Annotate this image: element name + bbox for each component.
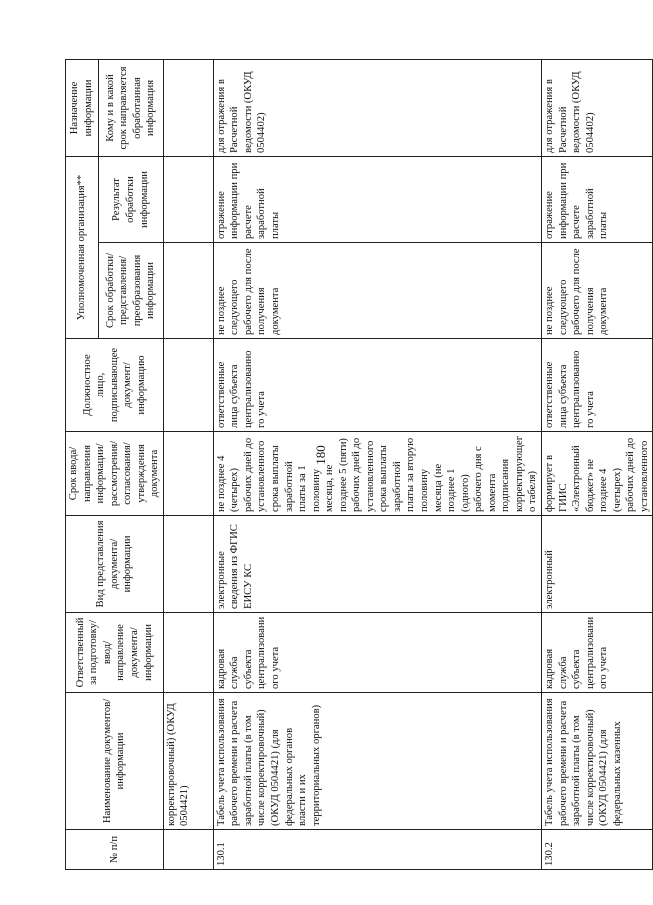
cell-org-term: не позднее следующего рабочего для после получения документа (541, 243, 652, 339)
document-table (65, 59, 653, 870)
cell-term: не позднее 4 (четырех) рабочих дней до установленного срока выплаты заработной платы за 1 половину месяца, не позднее 5 (пяти) рабочих дней до установленного срока выплаты заработной платы за вторую половину месяца (не позднее 1 (одного) рабочего дня с момента подписания корректирующег о табеля) (213, 432, 541, 516)
header-purpose-group: Назначение информации (66, 60, 99, 157)
cell-name: корректировочный) (ОКУД 0504421) (163, 693, 213, 830)
cell-kind: электронные сведения из ФГИС ЕИСУ КС (213, 516, 541, 613)
cell-purpose: для отражения в Расчетной ведомости (ОКУД 0504402) (213, 60, 541, 157)
cell-name: Табель учета использования рабочего времени и расчета заработной платы (в том числе корректировочный) (ОКУД 0504421) (для федеральных органов власти и их территориальных органов) (213, 693, 541, 830)
cell-signer: ответственные лица субъекта централизованно го учета (541, 339, 652, 432)
header-org-term: Срок обработки/ представления/ преобразования информации (98, 243, 163, 339)
header-org-group: Уполномоченная организация** (66, 157, 99, 339)
table-row (541, 60, 652, 870)
cell-org-result: отражение информации при расчете заработной платы (541, 157, 652, 243)
cell-org-result: отражение информации при расчете заработной платы (213, 157, 541, 243)
cell-num: 130.1 (213, 830, 541, 870)
cell-num: 130.2 (541, 830, 652, 870)
header-term: Срок ввода/ направления информации/ рассмотрения/ согласования/ утверждения документа (66, 432, 164, 516)
header-responsible: Ответственный за подготовку/ ввод/ направление документа/ информации (66, 613, 164, 693)
cell-term: формирует в ГИИС «Электронный бюджет» не позднее 4 (четырех) рабочих дней до установленного (541, 432, 652, 516)
header-purpose-to: Кому и в какой срок направляется обработанная информация (98, 60, 163, 157)
cell-responsible: кадровая служба субъекта централизовани ого учета (213, 613, 541, 693)
cell-num (163, 830, 213, 870)
cell-responsible: кадровая служба субъекта централизовани ого учета (541, 613, 652, 693)
header-name: Наименование документов/информации (66, 693, 164, 830)
page-number: 180 (312, 445, 328, 465)
cell-signer: ответственные лица субъекта централизованно го учета (213, 339, 541, 432)
header-signer: Должностное лицо, подписывающее документ/ информацию (66, 339, 164, 432)
document-table-rotated (65, 60, 650, 870)
header-kind: Вид представления документа/ информации (66, 516, 164, 613)
table-row-continuation (163, 60, 213, 870)
cell-kind: электронный (541, 516, 652, 613)
cell-name: Табель учета использования рабочего времени и расчета заработной платы (в том числе корректировочный) (ОКУД 0504421) (для федеральных казенных (541, 693, 652, 830)
header-num: № п/п (66, 830, 164, 870)
cell-purpose: для отражения в Расчетной ведомости (ОКУД 0504402) (541, 60, 652, 157)
header-org-result: Результат обработки информации (98, 157, 163, 243)
table-row (213, 60, 541, 870)
cell-org-term: не позднее следующего рабочего для после получения документа (213, 243, 541, 339)
